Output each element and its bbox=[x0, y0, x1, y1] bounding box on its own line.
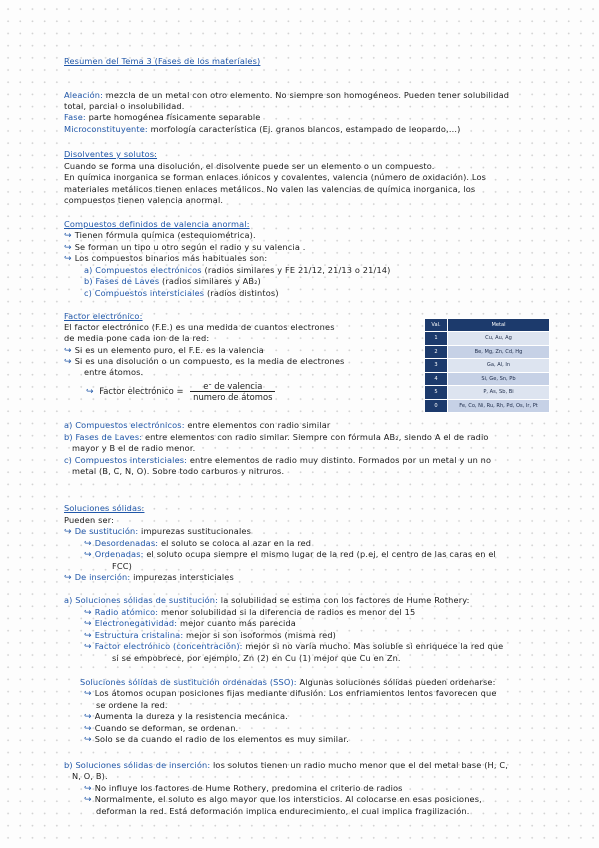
curved-arrow-icon: ↪ bbox=[84, 735, 92, 745]
valence-table bbox=[424, 318, 550, 413]
text: mejor si son isoformos (misma red) bbox=[186, 630, 337, 640]
curved-arrow-icon: ↪ bbox=[84, 539, 92, 549]
formula-fraction bbox=[190, 381, 275, 402]
table-row bbox=[425, 332, 550, 346]
text: entre elementos con radio similar bbox=[187, 420, 331, 430]
cell-val: 0 bbox=[425, 399, 448, 413]
compound-c bbox=[64, 455, 491, 466]
text: (radios similares y FE 21/12, 21/13 o 21/14) bbox=[204, 265, 391, 275]
text: mezcla de un metal con otro elemento. No siempre son homogéneos. Pueden tener solubilidad bbox=[105, 90, 510, 100]
text: Los compuestos binarios más habituales son: bbox=[74, 253, 268, 263]
table-row bbox=[425, 399, 550, 413]
term: c) Compuestos intersticiales bbox=[84, 288, 205, 298]
text-line: se ordene la red. bbox=[96, 700, 168, 710]
curved-arrow-icon: ↪ bbox=[64, 243, 72, 253]
cell-val: 4 bbox=[425, 372, 448, 386]
list-item-c bbox=[84, 288, 279, 299]
term: Radio atómico: bbox=[94, 607, 159, 617]
bullet-item bbox=[84, 618, 296, 630]
bullet-item bbox=[84, 641, 503, 653]
term: Microconstituyente: bbox=[64, 124, 148, 134]
section-heading-compuestos: Compuestos definidos de valencia anormal: bbox=[64, 219, 250, 229]
term: b) Fases de Laves bbox=[84, 276, 160, 286]
cell-metal: Fe, Co, Ni, Ru, Rh, Pd, Os, Ir, Pt bbox=[448, 399, 550, 413]
text: Algunas soluciones sólidas pueden ordenarse: bbox=[299, 677, 496, 687]
term: Ordenadas: bbox=[94, 549, 144, 559]
term: Aleación: bbox=[64, 90, 104, 100]
cell-val: 2 bbox=[425, 345, 448, 359]
text: morfología característica (Ej. granos blancos, estampado de leopardo,...) bbox=[150, 124, 461, 134]
text: Cuando se deforman, se ordenan. bbox=[94, 723, 239, 733]
table-row bbox=[425, 345, 550, 359]
section-heading-disolventes: Disolventes y solutos: bbox=[64, 149, 158, 159]
text-line: N, O, B). bbox=[72, 771, 108, 781]
text: Solo se da cuando el radio de los elementos es muy similar. bbox=[94, 734, 349, 744]
section-heading-factor: Factor electrónico: bbox=[64, 311, 143, 321]
text-line: mayor y B el de radio menor. bbox=[72, 443, 196, 453]
term: c) Compuestos intersticiales: bbox=[64, 455, 188, 465]
term: b) Soluciones sólidas de inserción: bbox=[64, 760, 211, 770]
text: parte homogénea físicamente separable bbox=[88, 112, 261, 122]
bullet-item bbox=[64, 230, 256, 242]
section-insercion bbox=[64, 760, 508, 771]
term: b) Fases de Laves: bbox=[64, 432, 143, 442]
curved-arrow-icon: ↪ bbox=[86, 387, 94, 397]
curved-arrow-icon: ↪ bbox=[84, 608, 92, 618]
text-line: de media pone cada ion de la red: bbox=[64, 333, 210, 343]
curved-arrow-icon: ↪ bbox=[64, 231, 72, 241]
curved-arrow-icon: ↪ bbox=[84, 795, 92, 805]
definition-aleacion bbox=[64, 90, 509, 101]
curved-arrow-icon: ↪ bbox=[84, 550, 92, 560]
text: Los átomos ocupan posiciones fijas mediante difusión. Los enfriamientos lentos favorecen que bbox=[94, 688, 497, 698]
text: No influye los factores de Hume Rothery, predomina el criterio de radios bbox=[94, 783, 403, 793]
text: entre elementos de radio muy distinto. Formados por un metal y un no bbox=[189, 455, 492, 465]
text: Aumenta la dureza y la resistencia mecánica. bbox=[94, 711, 288, 721]
text-line: El factor electrónico (F.E.) es una medida de cuantos electrones bbox=[64, 322, 335, 332]
table-row bbox=[425, 359, 550, 373]
table-row bbox=[425, 372, 550, 386]
formula-label: Factor electrónico = bbox=[99, 386, 184, 396]
curved-arrow-icon: ↪ bbox=[84, 631, 92, 641]
table-row bbox=[425, 386, 550, 400]
text-line: metal (B, C, N, O). Sobre todo carburos y nitruros. bbox=[72, 466, 285, 476]
text: la solubilidad se estima con los factores de Hume Rothery: bbox=[220, 595, 470, 605]
curved-arrow-icon: ↪ bbox=[84, 642, 92, 652]
bullet-item bbox=[84, 630, 336, 642]
curved-arrow-icon: ↪ bbox=[64, 527, 72, 537]
term: De inserción: bbox=[74, 572, 131, 582]
cell-metal: Ga, Al, In bbox=[448, 359, 550, 373]
text: el soluto se coloca al azar en la red bbox=[160, 538, 312, 548]
text-line: FCC) bbox=[112, 561, 132, 571]
term: Soluciones sólidas de sustitución ordenadas (SSO): bbox=[80, 677, 297, 687]
text-line: total, parcial o insolubilidad. bbox=[64, 101, 185, 111]
term: a) Soluciones sólidas de sustitución: bbox=[64, 595, 218, 605]
cell-val: 3 bbox=[425, 359, 448, 373]
cell-val: 1 bbox=[425, 332, 448, 346]
bullet-item bbox=[64, 253, 267, 265]
term: Fase: bbox=[64, 112, 86, 122]
bullet-item bbox=[64, 526, 251, 538]
table-header-metal: Metal bbox=[448, 319, 550, 332]
cell-metal: Si, Ge, Sn, Pb bbox=[448, 372, 550, 386]
definition-fase bbox=[64, 112, 261, 123]
term: Electronegatividad: bbox=[94, 618, 178, 628]
text: mejor si no varía mucho. Mas soluble si enriquece la red que bbox=[245, 641, 504, 651]
curved-arrow-icon: ↪ bbox=[84, 784, 92, 794]
curved-arrow-icon: ↪ bbox=[64, 357, 72, 367]
bullet-item bbox=[84, 549, 496, 561]
bullet-item bbox=[84, 723, 238, 735]
text: impurezas intersticiales bbox=[133, 572, 234, 582]
sso-heading bbox=[80, 677, 496, 688]
cell-metal: Cu, Au, Ag bbox=[448, 332, 550, 346]
term: a) Compuestos electrónicos: bbox=[64, 420, 185, 430]
curved-arrow-icon: ↪ bbox=[84, 724, 92, 734]
bullet-item bbox=[84, 711, 288, 723]
bullet-item bbox=[64, 345, 264, 357]
curved-arrow-icon: ↪ bbox=[84, 689, 92, 699]
formula-numerator: eᐨ de valencia bbox=[190, 381, 275, 392]
section-sustitucion bbox=[64, 595, 470, 606]
term: a) Compuestos electrónicos bbox=[84, 265, 202, 275]
section-heading-soluciones: Soluciones sólidas: bbox=[64, 503, 145, 513]
curved-arrow-icon: ↪ bbox=[64, 346, 72, 356]
text: menor solubilidad si la diferencia de radios es menor del 15 bbox=[160, 607, 416, 617]
text: los solutos tienen un radio mucho menor que el del metal base (H, C, bbox=[213, 760, 508, 770]
bullet-item bbox=[64, 242, 306, 254]
cell-metal: P, As, Sb, Bi bbox=[448, 386, 550, 400]
text: Tienen fórmula química (estequiométrica). bbox=[74, 230, 256, 240]
text-line: entre átomos. bbox=[84, 367, 144, 377]
page-title: Resumen del Tema 3 (Fases de los materiales) bbox=[64, 56, 261, 66]
bullet-item bbox=[84, 688, 497, 700]
text: mejor cuanto más parecida bbox=[179, 618, 296, 628]
term: De sustitución: bbox=[74, 526, 139, 536]
bullet-item bbox=[84, 783, 403, 795]
curved-arrow-icon: ↪ bbox=[64, 254, 72, 264]
text: Si es una disolución o un compuesto, es la media de electrones bbox=[74, 356, 345, 366]
text-line: deforman la red. Está deformación implica endurecimiento, el cual implica fragilización. bbox=[96, 806, 470, 816]
compound-b bbox=[64, 432, 489, 443]
list-item-b bbox=[84, 276, 261, 287]
text-line: si se empobrece, por ejemplo, Zn (2) en Cu (1) mejor que Cu en Zn. bbox=[112, 653, 401, 663]
bullet-item bbox=[84, 794, 482, 806]
bullet-item bbox=[84, 607, 415, 619]
text: Si es un elemento puro, el F.E. es la valencia bbox=[74, 345, 264, 355]
text-line: materiales metálicos tienen enlaces metálicos. No valen las valencias de química inorganica, los bbox=[64, 184, 476, 194]
text: impurezas sustitucionales bbox=[141, 526, 251, 536]
text: Se forman un tipo u otro según el radio y su valencia . bbox=[74, 242, 306, 252]
text: (radios similares y AB₂) bbox=[162, 276, 261, 286]
term: Estructura cristalina: bbox=[94, 630, 184, 640]
curved-arrow-icon: ↪ bbox=[84, 619, 92, 629]
cell-metal: Be, Mg, Zn, Cd, Hg bbox=[448, 345, 550, 359]
bullet-item bbox=[64, 572, 234, 584]
text-line: compuestos tienen valencia anormal. bbox=[64, 195, 224, 205]
compound-a bbox=[64, 420, 330, 431]
term: Desordenadas: bbox=[94, 538, 159, 548]
text-line: En química inorganica se forman enlaces iónicos y covalentes, valencia (número de oxidación). Los bbox=[64, 172, 487, 182]
curved-arrow-icon: ↪ bbox=[64, 573, 72, 583]
cell-val: 5 bbox=[425, 386, 448, 400]
text: el soluto ocupa siempre el mismo lugar de la red (p.ej, el centro de las caras en el bbox=[146, 549, 496, 559]
list-item-a bbox=[84, 265, 391, 276]
term: Factor electrónico (concentración): bbox=[94, 641, 243, 651]
text: (radios distintos) bbox=[206, 288, 279, 298]
text-line: Cuando se forma una disolución, el disolvente puede ser un elemento o un compuesto. bbox=[64, 161, 435, 171]
formula-denominator: numero de átomos bbox=[193, 392, 273, 402]
bullet-item bbox=[64, 356, 344, 368]
factor-formula bbox=[86, 381, 275, 402]
definition-microconstituyente bbox=[64, 124, 460, 135]
text: Normalmente, el soluto es algo mayor que los intersticios. Al colocarse en esas posiciones, bbox=[94, 794, 482, 804]
bullet-item bbox=[84, 538, 311, 550]
table-header-val: Val. bbox=[425, 319, 448, 332]
bullet-item bbox=[84, 734, 349, 746]
text: entre elementos con radio similar. Siempre con fórmula AB₂, siendo A el de radio bbox=[144, 432, 489, 442]
curved-arrow-icon: ↪ bbox=[84, 712, 92, 722]
text-line: Pueden ser: bbox=[64, 515, 114, 525]
